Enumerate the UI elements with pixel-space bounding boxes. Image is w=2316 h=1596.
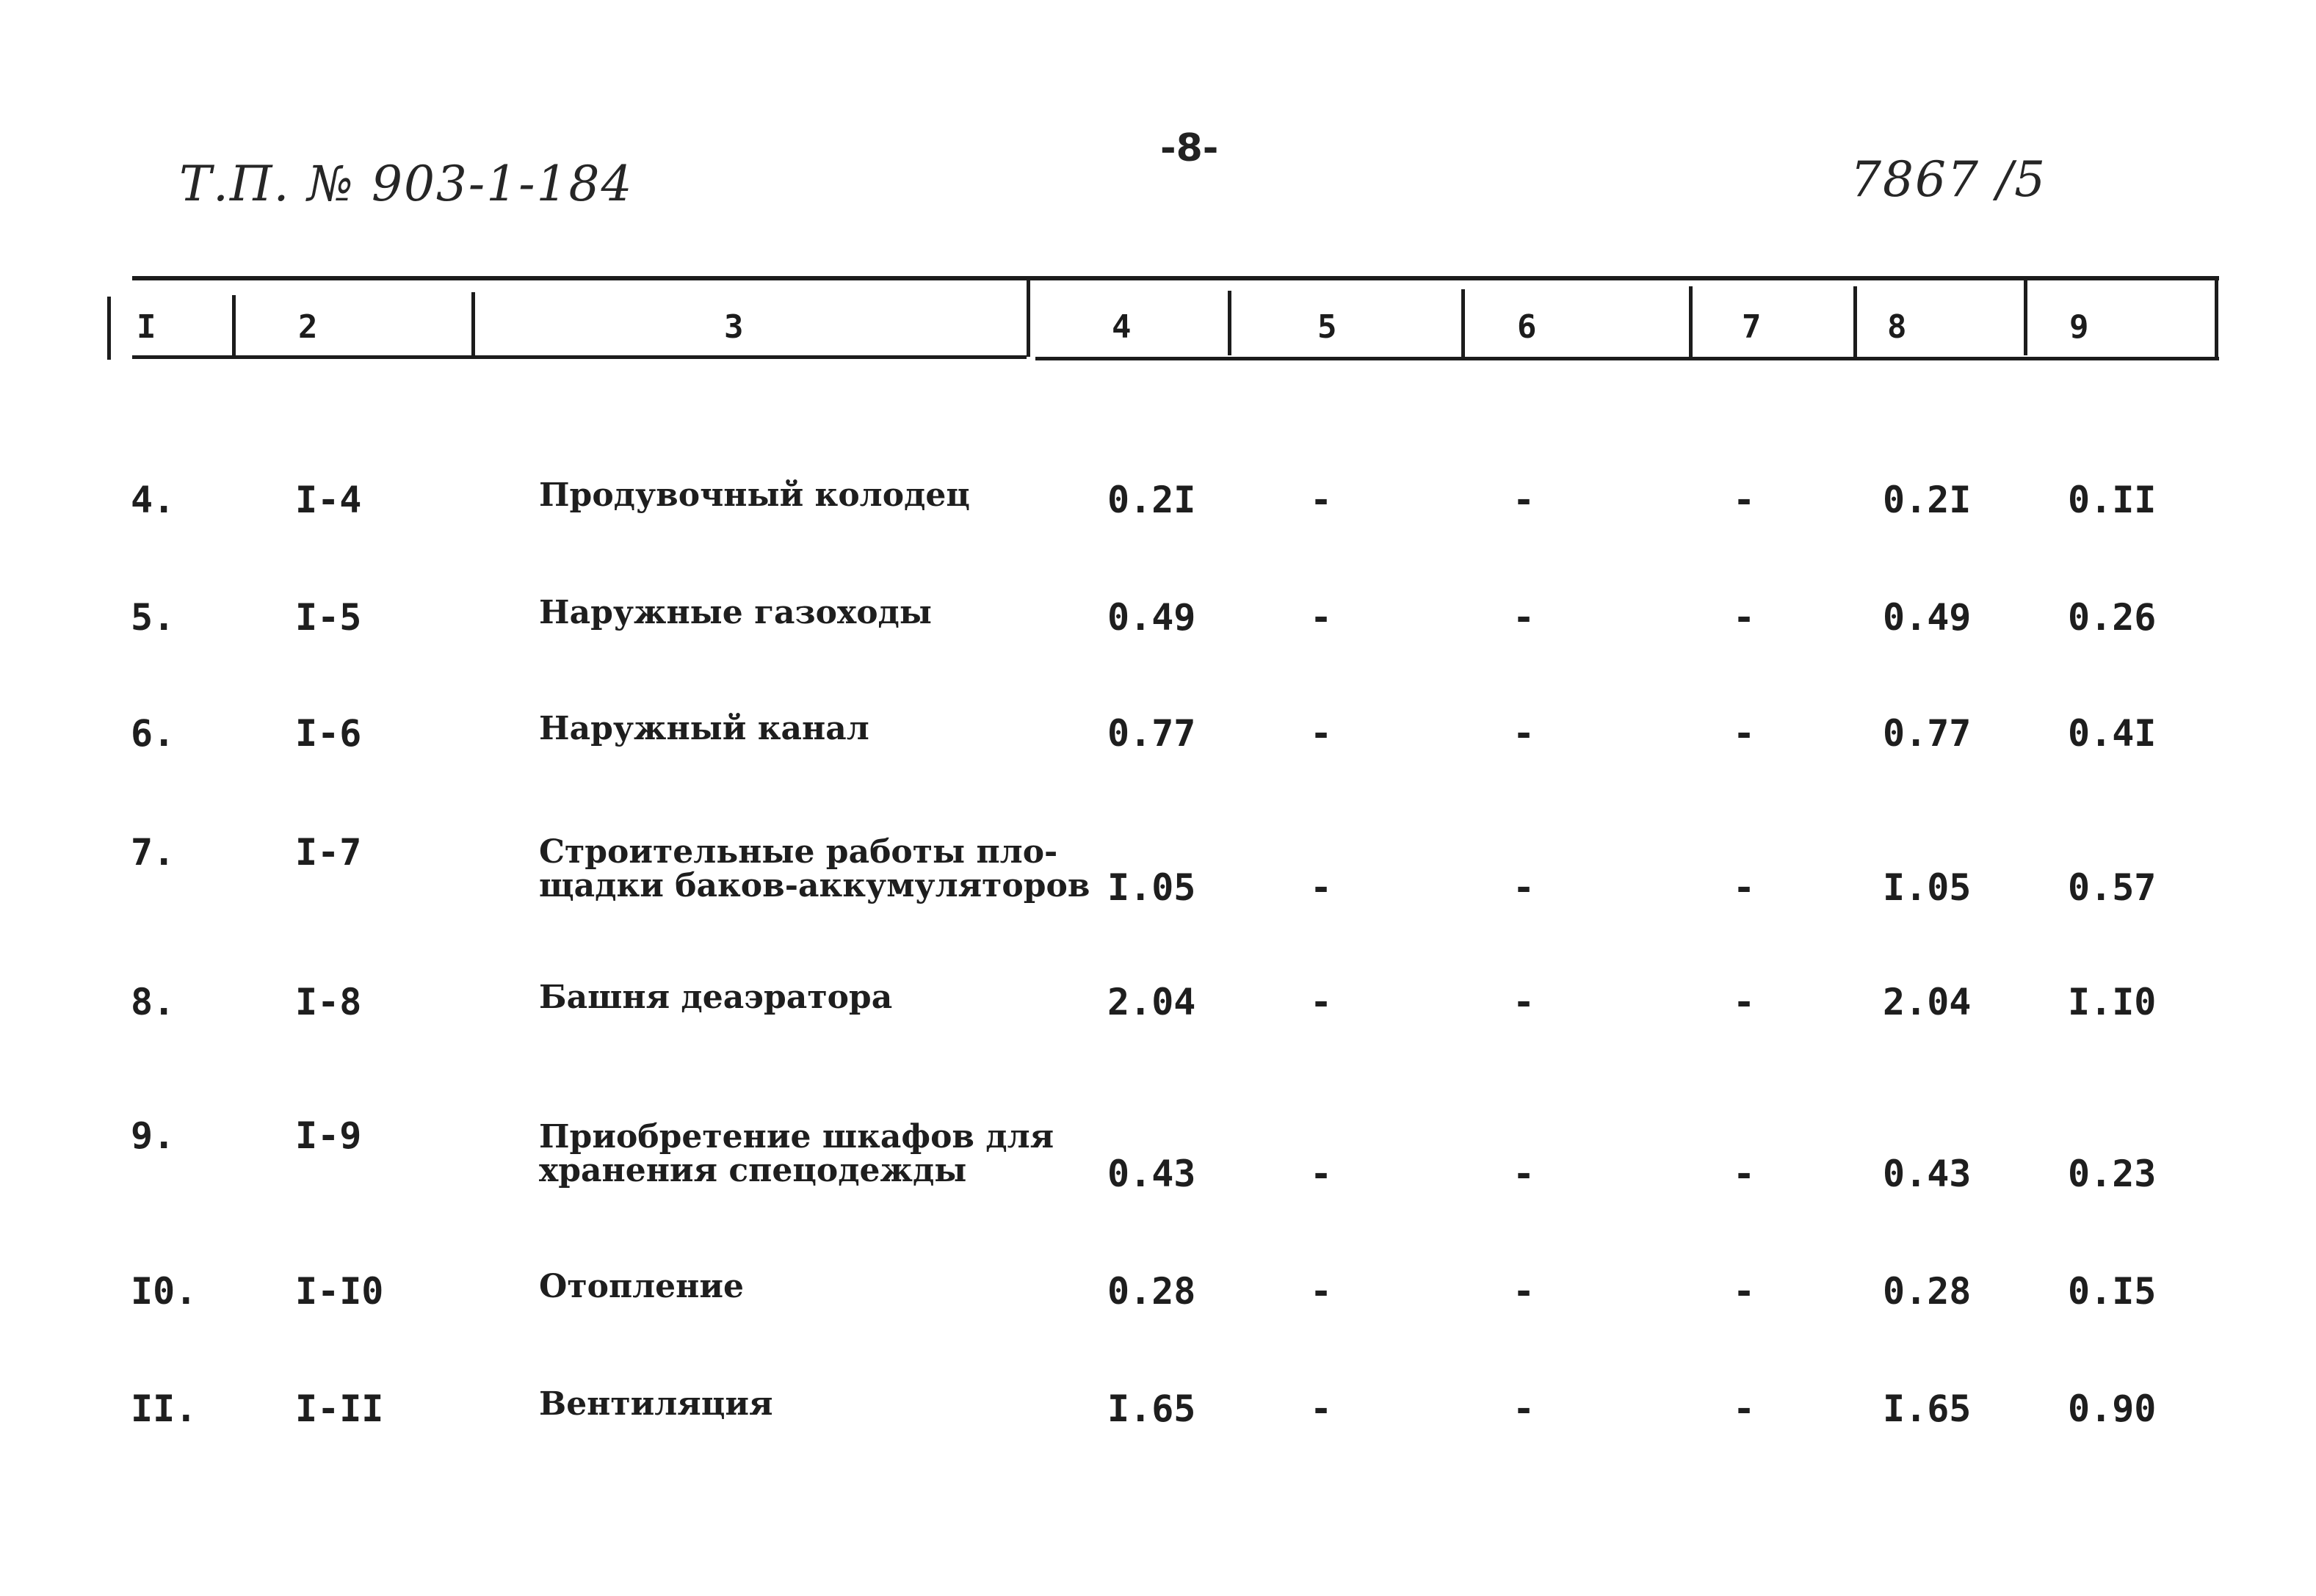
row-number: I0. bbox=[131, 1270, 198, 1313]
table-row bbox=[0, 712, 2316, 800]
row-value-col6: - bbox=[1513, 596, 1535, 639]
row-number: II. bbox=[131, 1388, 198, 1430]
table-row bbox=[0, 1270, 2316, 1358]
col-divider bbox=[1853, 286, 1857, 357]
row-value-col9: 0.23 bbox=[2068, 1153, 2157, 1195]
row-code: I-II bbox=[295, 1388, 384, 1430]
row-number: 7. bbox=[131, 831, 175, 874]
col-divider bbox=[1461, 289, 1465, 357]
row-value-col6: - bbox=[1513, 712, 1535, 755]
col-divider bbox=[2024, 279, 2027, 355]
row-value-col8: 0.49 bbox=[1883, 596, 1972, 639]
column-header: 9 bbox=[2069, 308, 2089, 346]
row-value-col6: - bbox=[1513, 1270, 1535, 1313]
row-value-col5: - bbox=[1310, 1270, 1333, 1313]
row-value-col9: 0.4I bbox=[2068, 712, 2157, 755]
row-value-col5: - bbox=[1310, 1388, 1333, 1430]
row-value-col7: - bbox=[1733, 981, 1756, 1023]
row-code: I-8 bbox=[295, 981, 362, 1023]
row-name: Строительные работы пло- щадки баков-аккумуляторов bbox=[539, 833, 1090, 904]
row-value-col5: - bbox=[1310, 981, 1333, 1023]
row-name: Наружный канал bbox=[539, 710, 869, 747]
row-value-col8: I.05 bbox=[1883, 866, 1972, 909]
row-value-col8: 0.43 bbox=[1883, 1153, 1972, 1195]
row-value-col5: - bbox=[1310, 1153, 1333, 1195]
row-value-col8: 0.28 bbox=[1883, 1270, 1972, 1313]
row-value-col4: 2.04 bbox=[1107, 981, 1196, 1023]
row-value-col9: 0.II bbox=[2068, 479, 2157, 521]
col-divider bbox=[232, 295, 236, 358]
header-bottom-rule-right bbox=[1035, 357, 2219, 360]
row-value-col9: I.I0 bbox=[2068, 981, 2157, 1023]
document-code: Т.П. № 903-1-184 bbox=[179, 156, 634, 212]
col-divider bbox=[1689, 286, 1693, 357]
row-value-col7: - bbox=[1733, 479, 1756, 521]
row-value-col6: - bbox=[1513, 866, 1535, 909]
row-name: Продувочный колодец bbox=[539, 476, 970, 514]
row-value-col4: 0.43 bbox=[1107, 1153, 1196, 1195]
row-value-col8: 0.77 bbox=[1883, 712, 1972, 755]
table-row bbox=[0, 1114, 2316, 1203]
row-value-col7: - bbox=[1733, 1388, 1756, 1430]
row-number: 4. bbox=[131, 479, 175, 521]
row-value-col4: 0.28 bbox=[1107, 1270, 1196, 1313]
table-row bbox=[0, 476, 2316, 567]
row-name: Приобретение шкафов для хранения спецодежды bbox=[539, 1118, 1054, 1189]
row-value-col7: - bbox=[1733, 596, 1756, 639]
row-number: 9. bbox=[131, 1114, 175, 1157]
row-value-col5: - bbox=[1310, 479, 1333, 521]
header-top-rule bbox=[132, 276, 2219, 280]
row-value-col6: - bbox=[1513, 1388, 1535, 1430]
row-number: 8. bbox=[131, 981, 175, 1023]
table-row bbox=[0, 831, 2316, 919]
row-name: Вентиляция bbox=[539, 1385, 773, 1423]
row-name: Наружные газоходы bbox=[539, 594, 932, 631]
row-value-col4: 0.49 bbox=[1107, 596, 1196, 639]
row-value-col4: I.65 bbox=[1107, 1388, 1196, 1430]
table-row bbox=[0, 596, 2316, 684]
row-value-col4: 0.2I bbox=[1107, 479, 1196, 521]
row-code: I-9 bbox=[295, 1114, 362, 1157]
row-code: I-6 bbox=[295, 712, 362, 755]
column-header: 6 bbox=[1517, 308, 1537, 346]
row-value-col7: - bbox=[1733, 866, 1756, 909]
row-value-col9: 0.90 bbox=[2068, 1388, 2157, 1430]
row-name: Башня деаэратора bbox=[539, 979, 893, 1016]
column-header: I bbox=[137, 308, 156, 346]
row-value-col7: - bbox=[1733, 1270, 1756, 1313]
table-row bbox=[0, 1385, 2316, 1476]
album-code: 7867 /5 bbox=[1850, 151, 2047, 208]
col-divider bbox=[107, 297, 111, 360]
col-divider bbox=[2215, 276, 2218, 357]
col-divider bbox=[1228, 291, 1231, 355]
row-value-col9: 0.26 bbox=[2068, 596, 2157, 639]
row-value-col8: 0.2I bbox=[1883, 479, 1972, 521]
row-value-col4: I.05 bbox=[1107, 866, 1196, 909]
row-value-col7: - bbox=[1733, 712, 1756, 755]
column-header: 7 bbox=[1742, 308, 1762, 346]
column-header: 5 bbox=[1317, 308, 1337, 346]
page-number: -8- bbox=[1160, 126, 1219, 170]
header-bottom-rule bbox=[132, 355, 1027, 359]
row-code: I-5 bbox=[295, 596, 362, 639]
row-value-col9: 0.57 bbox=[2068, 866, 2157, 909]
col-divider bbox=[1027, 280, 1030, 357]
col-divider bbox=[471, 292, 475, 358]
row-value-col4: 0.77 bbox=[1107, 712, 1196, 755]
column-header: 3 bbox=[724, 308, 744, 346]
row-value-col7: - bbox=[1733, 1153, 1756, 1195]
row-value-col8: 2.04 bbox=[1883, 981, 1972, 1023]
row-code: I-4 bbox=[295, 479, 362, 521]
row-value-col5: - bbox=[1310, 712, 1333, 755]
row-value-col8: I.65 bbox=[1883, 1388, 1972, 1430]
row-value-col5: - bbox=[1310, 596, 1333, 639]
row-value-col6: - bbox=[1513, 981, 1535, 1023]
row-value-col9: 0.I5 bbox=[2068, 1270, 2157, 1313]
row-value-col5: - bbox=[1310, 866, 1333, 909]
row-number: 5. bbox=[131, 596, 175, 639]
column-header: 2 bbox=[298, 308, 318, 346]
row-code: I-7 bbox=[295, 831, 362, 874]
row-name: Отопление bbox=[539, 1268, 744, 1305]
row-code: I-I0 bbox=[295, 1270, 384, 1313]
column-header: 4 bbox=[1112, 308, 1132, 346]
row-value-col6: - bbox=[1513, 1153, 1535, 1195]
table-row bbox=[0, 981, 2316, 1069]
row-value-col6: - bbox=[1513, 479, 1535, 521]
row-number: 6. bbox=[131, 712, 175, 755]
column-header: 8 bbox=[1887, 308, 1907, 346]
